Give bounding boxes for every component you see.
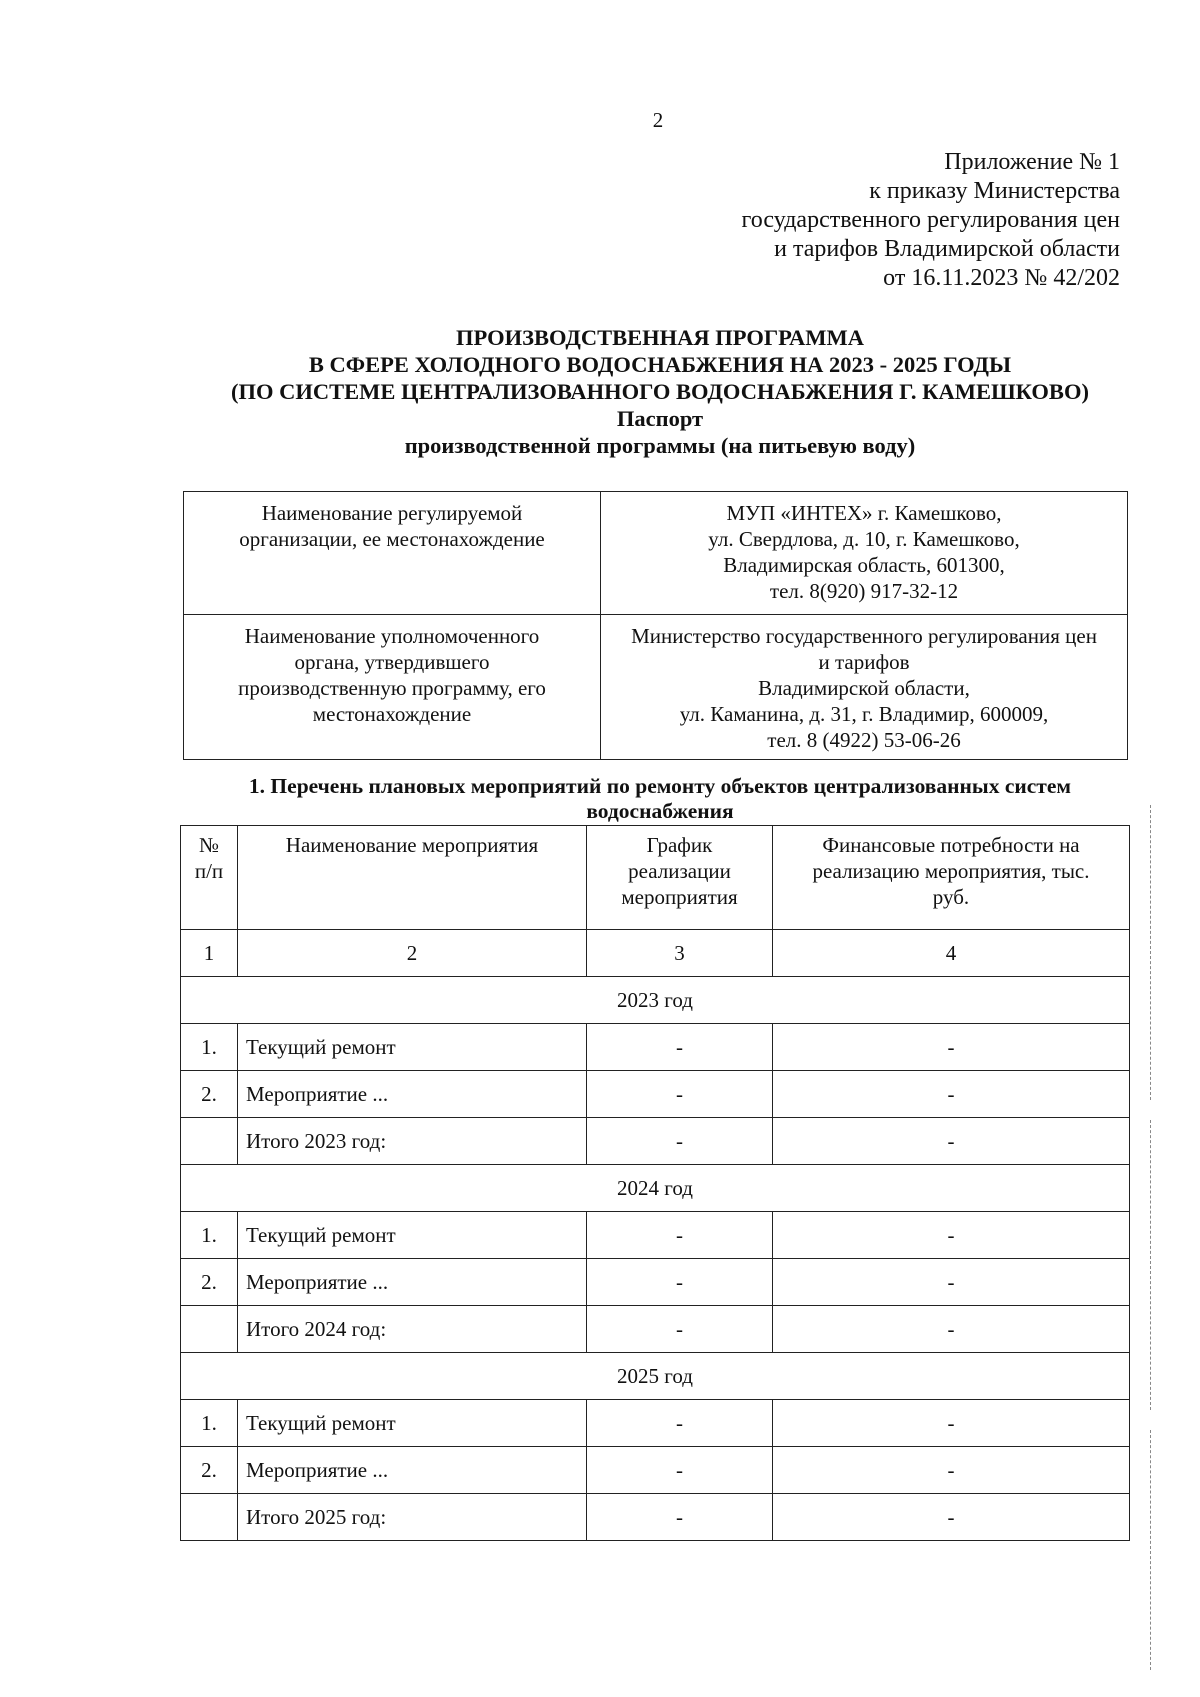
row-schedule: - [587,1306,773,1353]
table-row [181,1447,1130,1494]
row-finance: - [773,1212,1130,1259]
text-line: Владимирской области, [758,676,970,700]
row-schedule: - [587,1071,773,1118]
row-finance: - [773,1447,1130,1494]
org-label-cell [184,492,601,615]
row-num [181,1118,238,1165]
table-row [181,1212,1130,1259]
header-name: Наименование мероприятия [238,826,587,930]
text-line: мероприятия [621,885,738,909]
year-label: 2023 год [181,977,1130,1024]
section-title-line: 1. Перечень плановых мероприятий по ремонту объектов централизованных систем [248,774,1072,798]
text-line: руб. [932,885,970,909]
row-num: 2. [181,1259,238,1306]
title-line: ПРОИЗВОДСТВЕННАЯ ПРОГРАММА [455,325,865,350]
title-line: (ПО СИСТЕМЕ ЦЕНТРАЛИЗОВАННОГО ВОДОСНАБЖЕНИЯ Г. КАМЕШКОВО) [231,379,1089,404]
table-row [181,1259,1130,1306]
year-label: 2025 год [181,1353,1130,1400]
row-name: Текущий ремонт [238,1400,587,1447]
header-schedule [587,826,773,930]
header-num [181,826,238,930]
column-number-row [181,930,1130,977]
column-number: 1 [181,930,238,977]
passport-table [183,491,1128,760]
row-name: Текущий ремонт [238,1212,587,1259]
column-number: 2 [238,930,587,977]
row-num: 2. [181,1071,238,1118]
row-schedule: - [587,1494,773,1541]
row-name: Итого 2023 год: [238,1118,587,1165]
auth-label-cell [184,615,601,760]
appendix-header [742,148,1120,293]
row-schedule: - [587,1259,773,1306]
title-line: В СФЕРЕ ХОЛОДНОГО ВОДОСНАБЖЕНИЯ НА 2023 - 2025 ГОДЫ [308,352,1012,377]
text-line: № [198,833,220,857]
section-title-line: водоснабжения [586,799,734,823]
row-name: Текущий ремонт [238,1024,587,1071]
row-schedule: - [587,1447,773,1494]
table-row [181,1071,1130,1118]
appendix-line: государственного регулирования цен [741,207,1120,233]
text-line: тел. 8(920) 917-32-12 [769,579,959,603]
row-num [181,1494,238,1541]
row-finance: - [773,1024,1130,1071]
text-line: ул. Каманина, д. 31, г. Владимир, 600009, [679,702,1049,726]
row-schedule: - [587,1212,773,1259]
year-row [181,1165,1130,1212]
row-finance: - [773,1259,1130,1306]
row-num: 1. [181,1024,238,1071]
row-num: 1. [181,1400,238,1447]
text-line: производственную программу, его [238,676,546,700]
text-line: Владимирская область, 601300, [723,553,1005,577]
table-row [181,1024,1130,1071]
row-schedule: - [587,1400,773,1447]
year-row [181,1353,1130,1400]
passport-row-organization [184,492,1128,615]
text-line: и тарифов [818,650,910,674]
row-name: Мероприятие ... [238,1071,587,1118]
row-finance: - [773,1118,1130,1165]
text-line: органа, утвердившего [294,650,490,674]
row-name: Мероприятие ... [238,1447,587,1494]
passport-row-authority [184,615,1128,760]
text-line: организации, ее местонахождение [239,527,545,551]
row-finance: - [773,1306,1130,1353]
table-row-total [181,1118,1130,1165]
table-row-total [181,1494,1130,1541]
row-schedule: - [587,1118,773,1165]
text-line: ул. Свердлова, д. 10, г. Камешково, [708,527,1020,551]
year-row [181,977,1130,1024]
table-row-total [181,1306,1130,1353]
scan-artifact-line [1150,1430,1151,1670]
scan-artifact-line [1150,805,1151,1100]
auth-value-cell [601,615,1128,760]
appendix-line: от 16.11.2023 № 42/202 [883,265,1120,291]
appendix-line: к приказу Министерства [869,178,1120,204]
document-title [172,324,1148,459]
row-num: 2. [181,1447,238,1494]
appendix-line: и тарифов Владимирской области [774,236,1120,262]
plan-table [180,825,1130,1541]
text-line: Наименование регулируемой [261,501,523,525]
text-line: реализацию мероприятия, тыс. [812,859,1090,883]
title-line: Паспорт [616,406,704,431]
row-name: Итого 2025 год: [238,1494,587,1541]
text-line: Финансовые потребности на [822,833,1080,857]
scan-artifact-line [1150,1120,1151,1410]
text-line: Министерство государственного регулирования цен [631,624,1097,648]
org-value-cell [601,492,1128,615]
column-number: 4 [773,930,1130,977]
text-line: п/п [194,859,224,883]
row-num: 1. [181,1212,238,1259]
section-title [172,774,1148,824]
row-num [181,1306,238,1353]
title-line: производственной программы (на питьевую воду) [404,433,916,458]
year-label: 2024 год [181,1165,1130,1212]
row-name: Итого 2024 год: [238,1306,587,1353]
row-name: Мероприятие ... [238,1259,587,1306]
page-number: 2 [652,108,664,132]
text-line: График [646,833,713,857]
header-finance [773,826,1130,930]
row-finance: - [773,1071,1130,1118]
row-finance: - [773,1400,1130,1447]
text-line: местонахождение [312,702,472,726]
plan-header-row [181,826,1130,930]
row-schedule: - [587,1024,773,1071]
text-line: реализации [628,859,731,883]
table-row [181,1400,1130,1447]
text-line: Наименование уполномоченного [244,624,540,648]
column-number: 3 [587,930,773,977]
appendix-line: Приложение № 1 [944,149,1120,175]
text-line: тел. 8 (4922) 53-06-26 [767,728,961,752]
row-finance: - [773,1494,1130,1541]
text-line: МУП «ИНТЕХ» г. Камешково, [726,501,1002,525]
